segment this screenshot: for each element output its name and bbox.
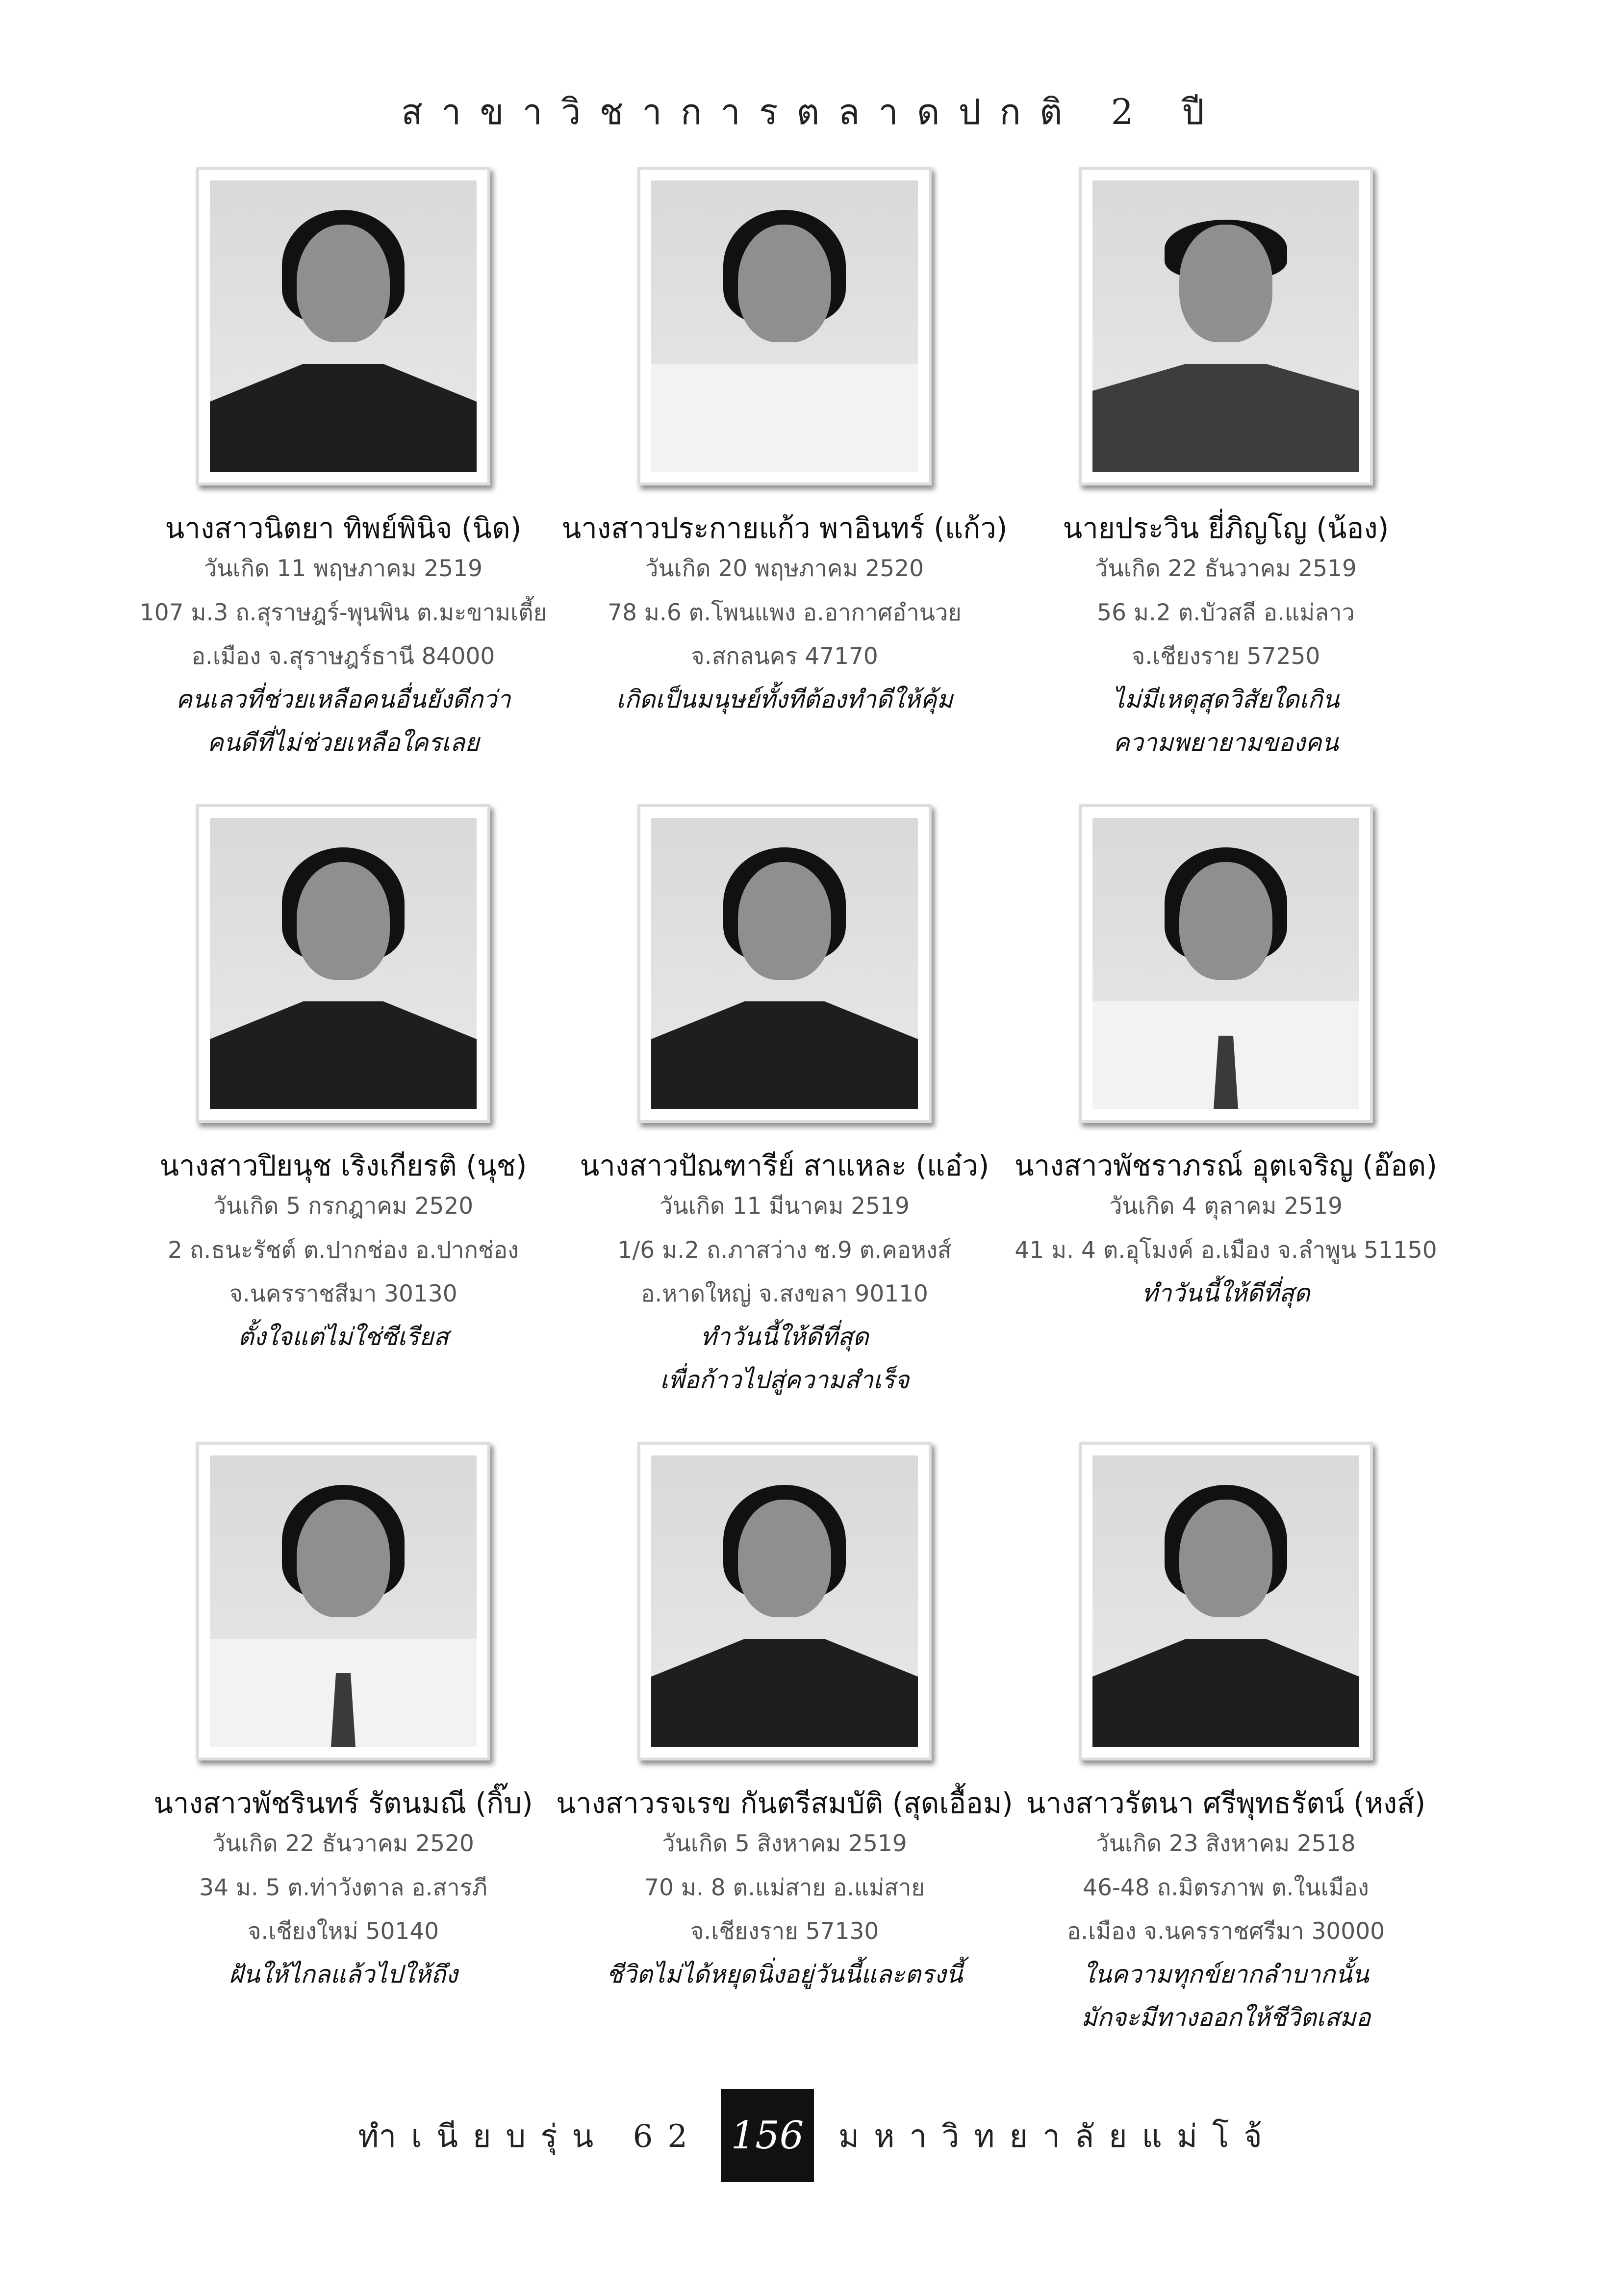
portrait-photo [637,804,932,1123]
motto-line: คนดีที่ไม่ช่วยเหลือใครเลย [207,728,480,757]
graduate-card [123,804,564,1442]
motto-line: ทำวันนี้ให้ดีที่สุด [700,1323,869,1352]
address-line: 70 ม. 8 ต.แม่สาย อ.แม่สาย [644,1874,925,1901]
page-number: 156 [721,2089,814,2182]
birth-date: วันเกิด 11 มีนาคม 2519 [660,1193,910,1220]
graduate-card [564,804,1005,1442]
graduate-grid [123,167,1446,2079]
portrait-photo [1079,1442,1373,1760]
address-line: 46-48 ถ.มิตรภาพ ต.ในเมือง [1083,1874,1369,1901]
address-line: 1/6 ม.2 ถ.ภาสว่าง ซ.9 ต.คอหงส์ [617,1236,952,1264]
address-line: อ.เมือง จ.สุราษฎร์ธานี 84000 [191,642,495,670]
birth-date: วันเกิด 4 ตุลาคม 2519 [1109,1193,1343,1220]
birth-date: วันเกิด 11 พฤษภาคม 2519 [203,555,483,583]
motto-line: ไม่มีเหตุสุดวิสัยใดเกิน [1112,685,1340,714]
address-line: จ.เชียงใหม่ 50140 [247,1917,439,1945]
motto-line: ทำวันนี้ให้ดีที่สุด [1142,1278,1310,1307]
motto-line: มักจะมีทางออกให้ชีวิตเสมอ [1081,2003,1371,2032]
motto-line: เกิดเป็นมนุษย์ทั้งทีต้องทำดีให้คุ้ม [616,685,953,714]
motto-line: คนเลวที่ช่วยเหลือคนอื่นยังดีกว่า [176,685,511,714]
address-line: อ.หาดใหญ่ จ.สงขลา 90110 [641,1280,928,1307]
graduate-card [556,1442,1013,2079]
page-title: สาขาวิชาการตลาดปกติ 2 ปี [401,91,1223,132]
birth-date: วันเกิด 5 สิงหาคม 2519 [662,1830,907,1858]
address-line: จ.เชียงราย 57250 [1131,642,1320,670]
graduate-card [1005,804,1446,1442]
graduate-name: นายประวิน ยี่ภิญโญ (น้อง) [1063,511,1389,545]
portrait-photo [196,804,490,1123]
motto-line: ชีวิตไม่ได้หยุดนิ่งอยู่วันนี้และตรงนี้ [606,1960,963,1989]
graduate-name: นางสาวพัชราภรณ์ อุตเจริญ (อ๊อด) [1015,1149,1437,1182]
graduate-card [1005,167,1446,804]
portrait-photo [637,1442,932,1760]
graduate-name: นางสาวปิยนุช เริงเกียรติ (นุช) [159,1149,527,1182]
graduate-card [1005,1442,1446,2079]
footer-right-text: มหาวิทยาลัยแม่โจ้ [838,2118,1277,2155]
birth-date: วันเกิด 22 ธันวาคม 2519 [1095,555,1357,583]
address-line: จ.เชียงราย 57130 [690,1917,879,1945]
graduate-name: นางสาวรจเรข กันตรีสมบัติ (สุดเอื้อม) [556,1786,1013,1820]
portrait-photo [637,167,932,485]
graduate-name: นางสาวปัณฑารีย์ สาแหละ (แอ๋ว) [580,1149,990,1182]
address-line: จ.นครราชสีมา 30130 [229,1280,457,1307]
portrait-photo [196,167,490,485]
graduate-name: นางสาวนิตยา ทิพย์พินิจ (นิด) [165,511,522,545]
graduate-name: นางสาวประกายแก้ว พาอินทร์ (แก้ว) [561,511,1008,545]
graduate-name: นางสาวพัชรินทร์ รัตนมณี (กิ๊บ) [153,1786,533,1820]
address-line: อ.เมือง จ.นครราชศรีมา 30000 [1066,1917,1385,1945]
address-line: 34 ม. 5 ต.ท่าวังตาล อ.สารภี [199,1874,487,1901]
birth-date: วันเกิด 5 กรกฎาคม 2520 [213,1193,474,1220]
portrait-photo [1079,167,1373,485]
address-line: 2 ถ.ธนะรัชต์ ต.ปากช่อง อ.ปากช่อง [168,1236,519,1264]
address-line: 56 ม.2 ต.บัวสลี อ.แม่ลาว [1097,599,1355,626]
portrait-photo [1079,804,1373,1123]
graduate-name: นางสาวรัตนา ศรีพุทธรัตน์ (หงส์) [1026,1786,1426,1820]
address-line: 107 ม.3 ถ.สุราษฎร์-พุนพิน ต.มะขามเตี้ย [139,599,547,626]
page-footer [0,2089,1624,2182]
graduate-card [561,167,1008,804]
graduate-card [123,1442,564,2079]
footer-left-text: ทำเนียบรุ่น 62 [358,2118,702,2155]
graduate-card [123,167,564,804]
motto-line: ความพยายามของคน [1113,728,1339,757]
portrait-photo [196,1442,490,1760]
motto-line: ในความทุกข์ยากลำบากนั้น [1083,1960,1369,1989]
birth-date: วันเกิด 22 ธันวาคม 2520 [212,1830,474,1858]
birth-date: วันเกิด 23 สิงหาคม 2518 [1096,1830,1356,1858]
address-line: 41 ม. 4 ต.อุโมงค์ อ.เมือง จ.ลำพูน 51150 [1015,1236,1437,1264]
address-line: จ.สกลนคร 47170 [691,642,878,670]
motto-line: เพื่อก้าวไปสู่ความสำเร็จ [660,1365,910,1394]
motto-line: ฝันให้ไกลแล้วไปให้ถึง [228,1960,458,1989]
birth-date: วันเกิด 20 พฤษภาคม 2520 [645,555,924,583]
motto-line: ตั้งใจแต่ไม่ใช่ซีเรียส [238,1323,449,1352]
address-line: 78 ม.6 ต.โพนแพง อ.อากาศอำนวย [608,599,962,626]
